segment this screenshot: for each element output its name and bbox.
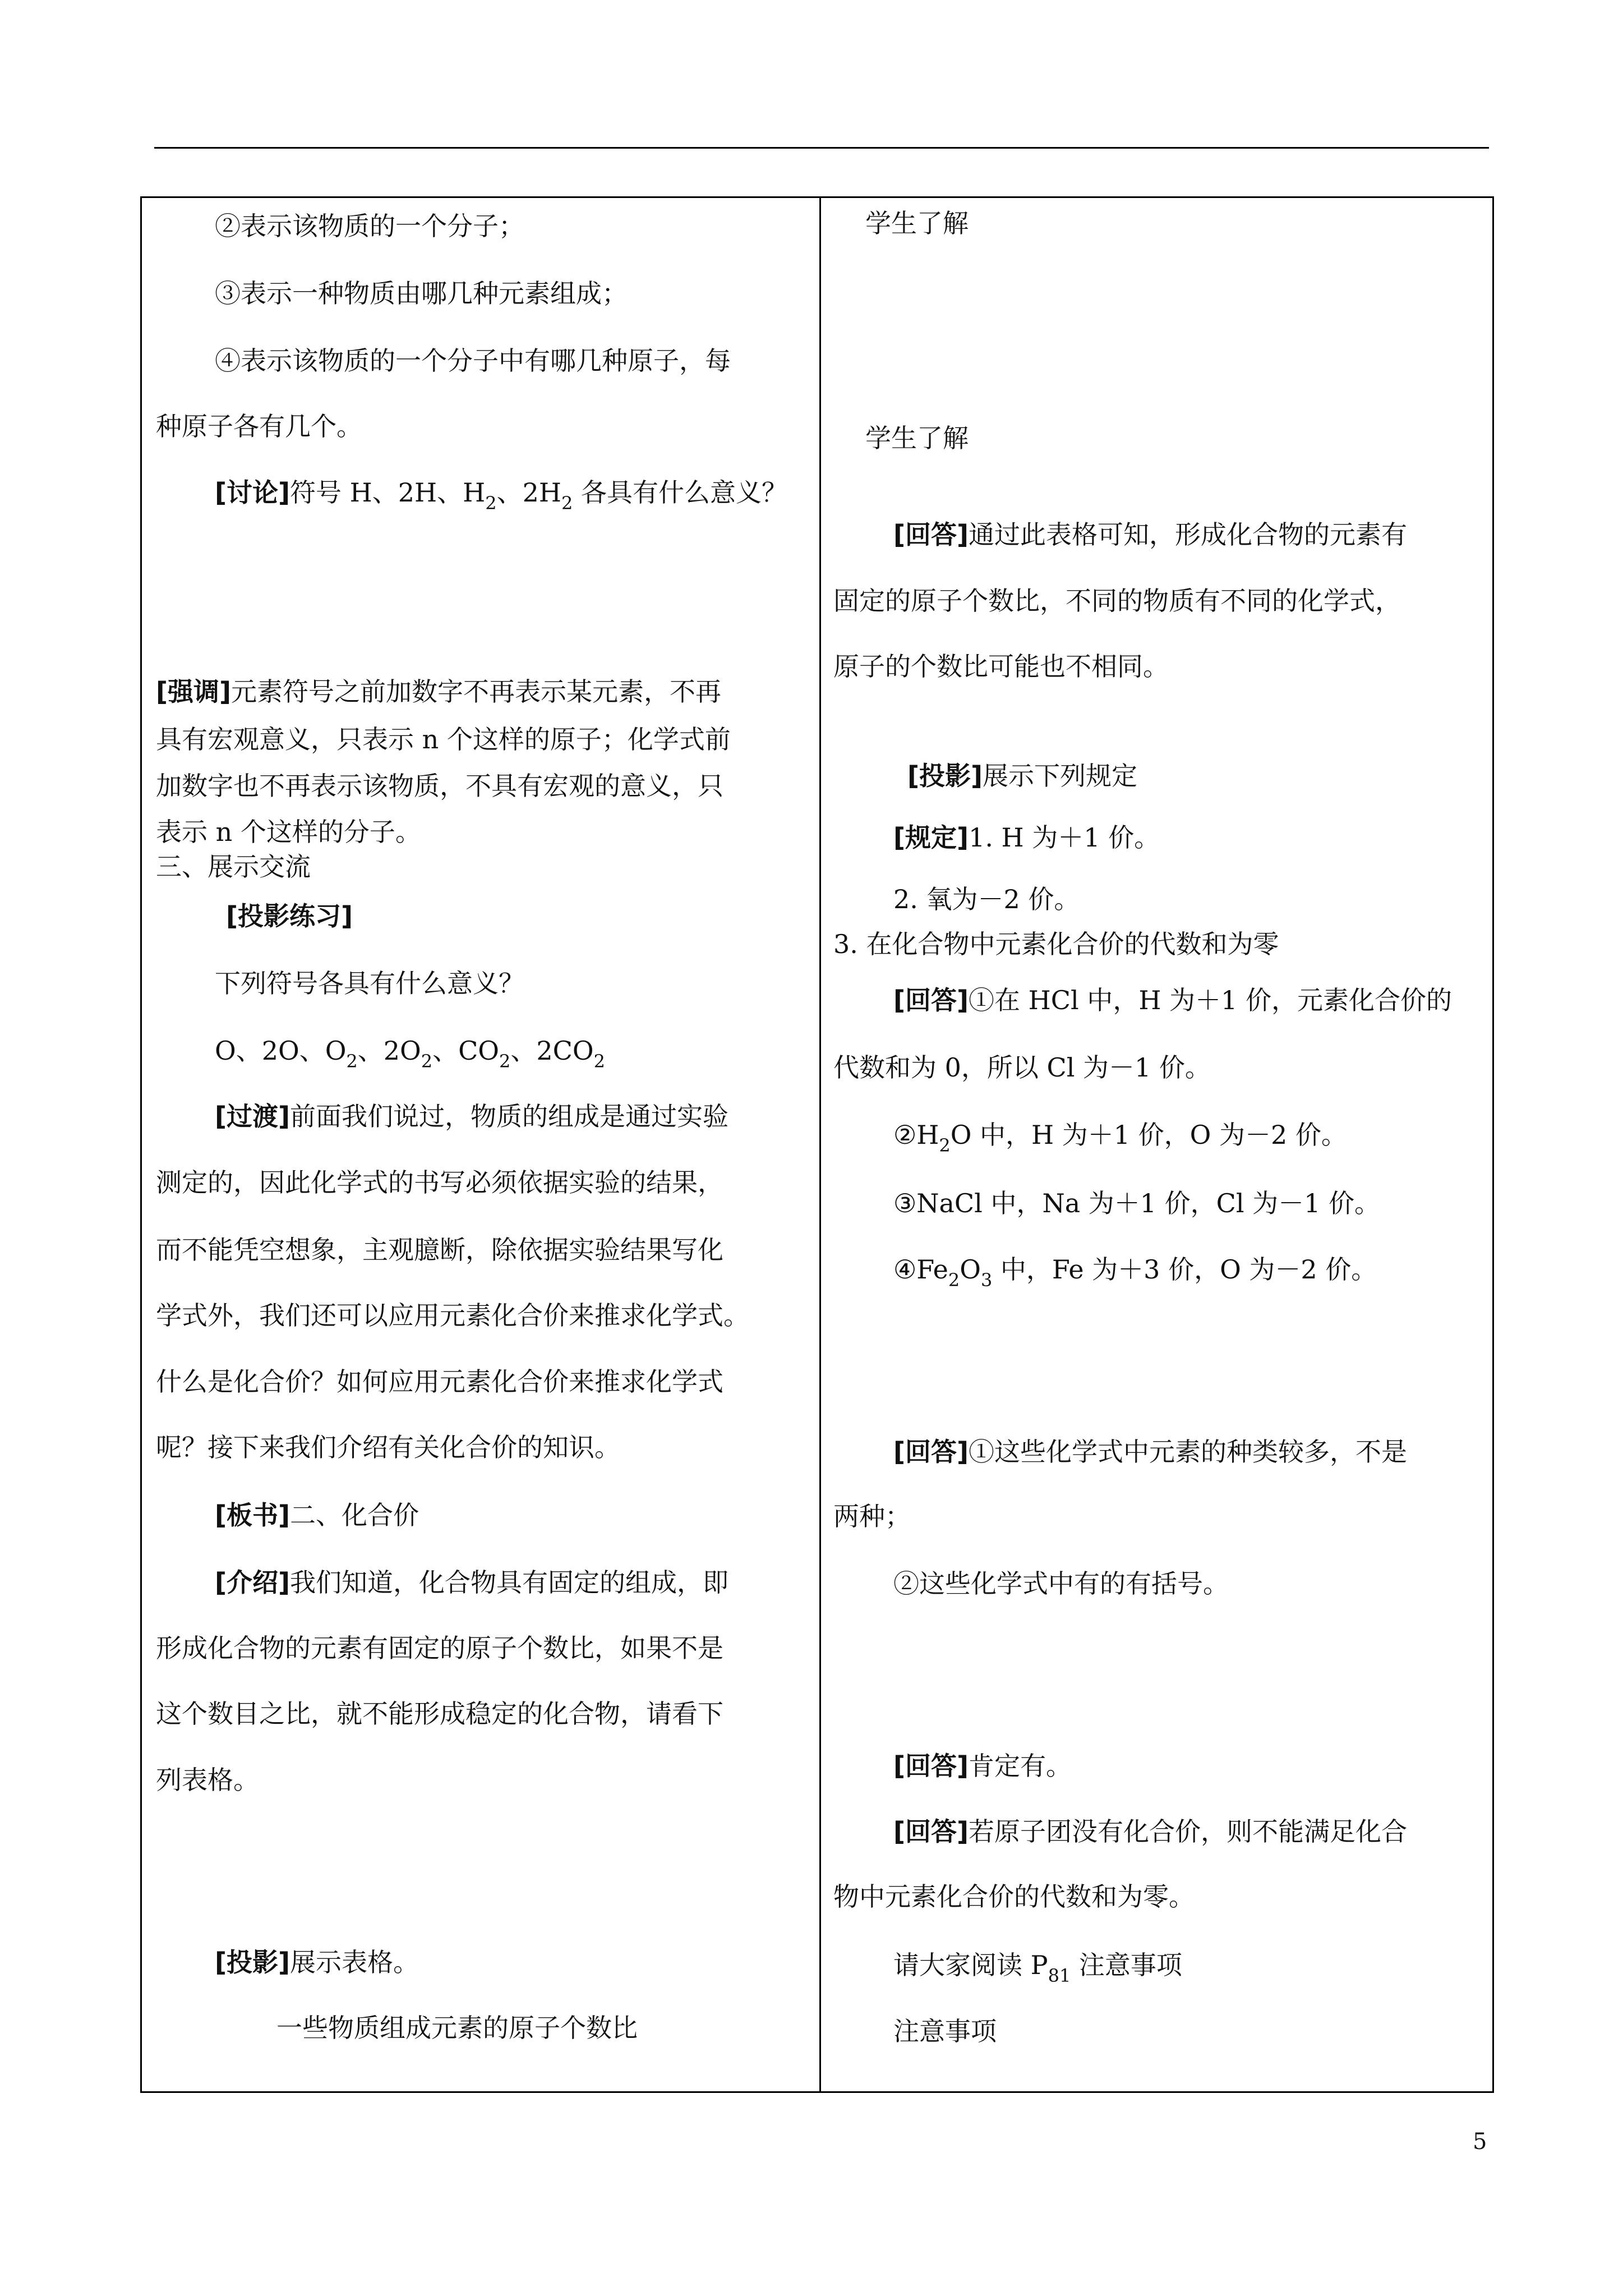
answer-4-line: [回答]肯定有。: [893, 1751, 1072, 1781]
answer-1-line-3: 原子的个数比可能也不相同。: [833, 651, 1169, 682]
left-line-3: ④表示该物质的一个分子中有哪几种原子，每: [215, 346, 731, 376]
left-line-4: 种原子各有几个。: [156, 411, 362, 441]
emphasis-line-3: 加数字也不再表示该物质，不具有宏观的意义，只: [156, 771, 723, 801]
intro-line-2: 形成化合物的元素有固定的原子个数比，如果不是: [156, 1633, 723, 1663]
emphasis-line-4: 表示 n 个这样的分子。: [156, 817, 421, 847]
rule-1-line: [规定]1. H 为＋1 价。: [893, 822, 1160, 853]
symbol-list: O、2O、$O_2$、$2O_2$、$CO_2$、$2CO_2$: [215, 1036, 605, 1072]
answer-2-line-2: 代数和为 0，所以 Cl 为－1 价。: [833, 1052, 1211, 1083]
projection-exercise-tag: [投影练习]: [226, 901, 353, 931]
transition-line-3: 而不能凭空想象，主观臆断，除依据实验结果写化: [156, 1235, 723, 1265]
emphasis-line-2: 具有宏观意义，只表示 n 个这样的原子；化学式前: [156, 724, 731, 754]
transition-line-1: [过渡]前面我们说过，物质的组成是通过实验: [215, 1101, 729, 1131]
intro-line-4: 列表格。: [156, 1765, 259, 1795]
reading-line: 请大家阅读 $P_{81}$ 注意事项: [893, 1950, 1182, 1986]
rule-tag: [规定]: [893, 822, 969, 853]
answer-1-line-1: [回答]通过此表格可知，形成化合物的元素有: [893, 519, 1408, 550]
transition-line-5: 什么是化合价？如何应用元素化合价来推求化学式: [156, 1366, 723, 1397]
page-number: 5: [1473, 2129, 1487, 2155]
rule-2-line: 2. 氧为－2 价。: [893, 884, 1080, 914]
projection-line: [投影]展示表格。: [215, 1947, 419, 1977]
answer-3-line-2: 两种；: [833, 1501, 911, 1531]
right-projection-line: [投影]展示下列规定: [907, 761, 1138, 791]
right-projection-tag: [投影]: [907, 761, 983, 791]
intro-line-3: 这个数目之比，就不能形成稳定的化合物，请看下: [156, 1699, 723, 1729]
left-line-2: ③表示一种物质由哪几种元素组成；: [215, 278, 628, 309]
transition-tag: [过渡]: [215, 1101, 291, 1131]
notes-heading: 注意事项: [893, 2016, 997, 2046]
student-note-1: 学生了解: [865, 208, 969, 238]
answer-3-line-1: [回答]①这些化学式中元素的种类较多，不是: [893, 1437, 1408, 1467]
emphasis-line-1: [强调]元素符号之前加数字不再表示某元素，不再: [156, 677, 722, 707]
board-line: [板书]二、化合价: [215, 1500, 419, 1530]
transition-line-6: 呢？接下来我们介绍有关化合价的知识。: [156, 1432, 620, 1462]
answer-3-line-3: ②这些化学式中有的有括号。: [893, 1568, 1229, 1599]
answer-1-line-2: 固定的原子个数比，不同的物质有不同的化学式，: [833, 586, 1401, 616]
answer-5-line-1: [回答]若原子团没有化合价，则不能满足化合: [893, 1816, 1408, 1847]
left-line-1: ②表示该物质的一个分子；: [215, 211, 524, 241]
header-rule: [154, 147, 1489, 149]
board-tag: [板书]: [215, 1500, 291, 1530]
answer-2-line-1: [回答]①在 HCl 中，H 为＋1 价，元素化合价的: [893, 985, 1452, 1015]
intro-line-1: [介绍]我们知道，化合物具有固定的组成，即: [215, 1567, 729, 1598]
table-caption: 一些物质组成元素的原子个数比: [276, 2013, 638, 2043]
discuss-tag: [讨论]: [215, 477, 291, 508]
transition-line-4: 学式外，我们还可以应用元素化合价来推求化学式。: [156, 1300, 749, 1331]
nacl-line: ③NaCl 中，Na 为＋1 价，Cl 为－1 价。: [893, 1188, 1381, 1218]
column-divider: [819, 198, 821, 2091]
answer-tag: [回答]: [893, 519, 969, 550]
discuss-line: [讨论]符号 H、2H、$H_2$、$2H_2$ 各具有什么意义？: [215, 477, 788, 514]
emphasis-tag: [强调]: [156, 677, 232, 707]
h2o-line: $②H_2O$ 中，H 为＋1 价，O 为－2 价。: [893, 1120, 1347, 1156]
student-note-2: 学生了解: [865, 423, 969, 453]
lesson-table: [140, 196, 1494, 2093]
rule-3-line: 3. 在化合物中元素化合价的代数和为零: [833, 929, 1279, 959]
transition-line-2: 测定的，因此化学式的书写必须依据实验的结果，: [156, 1167, 723, 1198]
projection-tag: [投影]: [215, 1947, 291, 1977]
intro-tag: [介绍]: [215, 1567, 291, 1598]
fe2o3-line: $④Fe_2O_3$ 中，Fe 为＋3 价，O 为－2 价。: [893, 1254, 1377, 1291]
exercise-question: 下列符号各具有什么意义？: [215, 968, 524, 999]
section-3-heading: 三、展示交流: [156, 852, 311, 882]
answer-5-line-2: 物中元素化合价的代数和为零。: [833, 1881, 1195, 1912]
